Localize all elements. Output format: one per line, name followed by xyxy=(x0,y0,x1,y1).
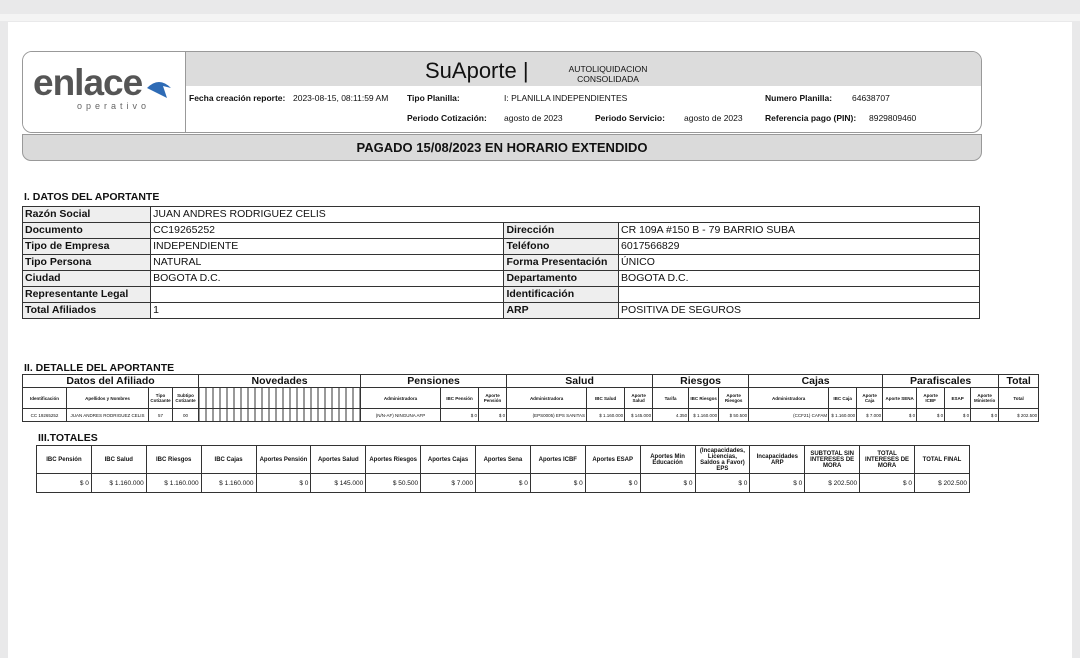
totales-value: $ 0 xyxy=(860,474,915,493)
fecha-value: 2023-08-15, 08:11:59 AM xyxy=(293,93,389,103)
aportante-label: Forma Presentación xyxy=(504,255,619,271)
logo-swoosh-icon xyxy=(145,74,175,100)
totales-value: $ 50.500 xyxy=(366,474,421,493)
detalle-cell: 4.350 xyxy=(653,409,689,422)
detalle-cell: $ 1.160.000 xyxy=(689,409,719,422)
top-edge xyxy=(0,14,1080,21)
aportante-value xyxy=(151,287,504,303)
detalle-header: ESAP xyxy=(945,388,971,409)
detalle-header: Administradora xyxy=(507,388,587,409)
detalle-header: Aporte SENA xyxy=(883,388,917,409)
tipo-value: I: PLANILLA INDEPENDIENTES xyxy=(504,93,628,103)
aportante-row xyxy=(23,207,980,223)
logo-text: enlace xyxy=(33,62,143,103)
detalle-header: IBC Pensión xyxy=(441,388,479,409)
group-cajas: Cajas xyxy=(749,375,883,388)
detalle-cell: (CCF21) CAFAM xyxy=(749,409,829,422)
aportante-label: Departamento xyxy=(504,271,619,287)
detalle-cell: $ 50.500 xyxy=(719,409,749,422)
totales-value: $ 202.500 xyxy=(805,474,860,493)
aportante-label: Ciudad xyxy=(23,271,151,287)
detalle-cell: $ 0 xyxy=(917,409,945,422)
totales-header: IBC Pensión xyxy=(37,446,92,474)
aportante-label: Representante Legal xyxy=(23,287,151,303)
doc-type: AUTOLIQUIDACION CONSOLIDADA xyxy=(568,64,648,84)
detalle-header: IBC Caja xyxy=(829,388,857,409)
totales-value: $ 202.500 xyxy=(915,474,970,493)
totales-value: $ 0 xyxy=(750,474,805,493)
group-novedades: Novedades xyxy=(199,375,361,388)
tipo-label: Tipo Planilla: xyxy=(407,93,460,103)
section-title-aportante: I. DATOS DEL APORTANTE xyxy=(24,191,160,203)
aportante-label: Identificación xyxy=(504,287,619,303)
aportante-row xyxy=(23,303,980,319)
totales-header: Incapacidades ARP xyxy=(750,446,805,474)
group-pensiones: Pensiones xyxy=(361,375,507,388)
totales-value: $ 1.160.000 xyxy=(91,474,146,493)
aportante-label: ARP xyxy=(504,303,619,319)
aportante-label: Razón Social xyxy=(23,207,151,223)
detalle-cell: $ 202.500 xyxy=(999,409,1039,422)
totales-value: $ 7.000 xyxy=(421,474,476,493)
novedades-cells xyxy=(199,409,361,422)
totales-header: Aportes ESAP xyxy=(585,446,640,474)
section-title-totales: III.TOTALES xyxy=(38,432,98,444)
ref-label: Referencia pago (PIN): xyxy=(765,113,857,123)
aportante-value: BOGOTA D.C. xyxy=(619,271,980,287)
detalle-header: Total xyxy=(999,388,1039,409)
detalle-cell: (EPS0005) EPS SANITAS xyxy=(507,409,587,422)
totales-header: Aportes Sena xyxy=(476,446,531,474)
totales-header: Aportes Riesgos xyxy=(366,446,421,474)
aportante-value: CR 109A #150 B - 79 BARRIO SUBA xyxy=(619,223,980,239)
detalle-cell: $ 0 xyxy=(479,409,507,422)
detalle-header: Apellidos y Nombres xyxy=(67,388,149,409)
totales-header: SUBTOTAL SIN INTERESES DE MORA xyxy=(805,446,860,474)
detalle-cell: $ 0 xyxy=(945,409,971,422)
detalle-header: IBC Salud xyxy=(587,388,625,409)
aportante-value: 1 xyxy=(151,303,504,319)
periodo-serv-value: agosto de 2023 xyxy=(684,113,743,123)
aportante-label: Tipo Persona xyxy=(23,255,151,271)
totales-value: $ 0 xyxy=(476,474,531,493)
aportante-value: 6017566829 xyxy=(619,239,980,255)
detalle-header: Tipo Cotizante xyxy=(149,388,173,409)
detalle-header: Aporte Riesgos xyxy=(719,388,749,409)
group-salud: Salud xyxy=(507,375,653,388)
aportante-row xyxy=(23,239,980,255)
detalle-header: Tarifa xyxy=(653,388,689,409)
group-datos-afiliado: Datos del Afiliado xyxy=(23,375,199,388)
detalle-header: Identificación xyxy=(23,388,67,409)
detalle-header: Aporte ICBF xyxy=(917,388,945,409)
aportante-row xyxy=(23,223,980,239)
aportante-value xyxy=(619,287,980,303)
detalle-header: Aporte Salud xyxy=(625,388,653,409)
totales-header: (Incapacidades, Licencias, Saldos a Favor) EPS xyxy=(695,446,750,474)
numero-value: 64638707 xyxy=(852,93,890,103)
detalle-cell: $ 0 xyxy=(441,409,479,422)
fecha-label: Fecha creación reporte: xyxy=(189,93,286,103)
aportante-label: Tipo de Empresa xyxy=(23,239,151,255)
aportante-value: POSITIVA DE SEGUROS xyxy=(619,303,980,319)
totales-header: Aportes Salud xyxy=(311,446,366,474)
aportante-label: Dirección xyxy=(504,223,619,239)
totales-value: $ 0 xyxy=(37,474,92,493)
detalle-table xyxy=(22,374,1039,422)
payment-status-banner: PAGADO 15/08/2023 EN HORARIO EXTENDIDO xyxy=(22,134,982,161)
totales-header: IBC Salud xyxy=(91,446,146,474)
detalle-header: Administradora xyxy=(361,388,441,409)
aportante-value: BOGOTA D.C. xyxy=(151,271,504,287)
totales-header: Aportes Pensión xyxy=(256,446,311,474)
detalle-header: Aporte Ministerio xyxy=(971,388,999,409)
detalle-cell: 57 xyxy=(149,409,173,422)
group-total: Total xyxy=(999,375,1039,388)
detalle-cell: CC 19265252 xyxy=(23,409,67,422)
detalle-cell: $ 7.000 xyxy=(857,409,883,422)
detalle-header: Administradora xyxy=(749,388,829,409)
totales-header: IBC Riesgos xyxy=(146,446,201,474)
report-header xyxy=(22,51,982,133)
totales-value: $ 0 xyxy=(695,474,750,493)
detalle-cell: $ 0 xyxy=(883,409,917,422)
detalle-header: Subtipo Cotizante xyxy=(173,388,199,409)
app-title: SuAporte | xyxy=(425,58,529,83)
detalle-cell: $ 1.160.000 xyxy=(587,409,625,422)
totales-value: $ 1.160.000 xyxy=(146,474,201,493)
totales-header: TOTAL INTERESES DE MORA xyxy=(860,446,915,474)
aportante-row xyxy=(23,271,980,287)
periodo-cot-value: agosto de 2023 xyxy=(504,113,563,123)
detalle-header: Aporte Caja xyxy=(857,388,883,409)
aportante-row xyxy=(23,287,980,303)
aportante-value: JUAN ANDRES RODRIGUEZ CELIS xyxy=(151,207,980,223)
totales-value: $ 0 xyxy=(256,474,311,493)
totales-value: $ 0 xyxy=(530,474,585,493)
detalle-header: Aporte Pensión xyxy=(479,388,507,409)
ref-value: 8929809460 xyxy=(869,113,917,123)
logo xyxy=(23,52,186,132)
detalle-header: IBC Riesgos xyxy=(689,388,719,409)
detalle-cell: $ 1.160.000 xyxy=(829,409,857,422)
aportante-label: Total Afiliados xyxy=(23,303,151,319)
totales-header: IBC Cajas xyxy=(201,446,256,474)
logo-subtitle: operativo xyxy=(77,101,151,111)
totales-header: TOTAL FINAL xyxy=(915,446,970,474)
aportante-row xyxy=(23,255,980,271)
section-title-detalle: II. DETALLE DEL APORTANTE xyxy=(24,362,175,374)
aportante-label: Documento xyxy=(23,223,151,239)
totales-table xyxy=(36,445,970,493)
aportante-label: Teléfono xyxy=(504,239,619,255)
detalle-cell: 00 xyxy=(173,409,199,422)
aportante-value: CC19265252 xyxy=(151,223,504,239)
totales-value: $ 1.160.000 xyxy=(201,474,256,493)
detalle-cell: JUAN ANDRES RODRIGUEZ CELIS xyxy=(67,409,149,422)
numero-label: Numero Planilla: xyxy=(765,93,833,103)
group-parafiscales: Parafiscales xyxy=(883,375,999,388)
group-riesgos: Riesgos xyxy=(653,375,749,388)
periodo-serv-label: Periodo Servicio: xyxy=(595,113,665,123)
detalle-cell: $ 0 xyxy=(971,409,999,422)
totales-header: Aportes Min Educación xyxy=(640,446,695,474)
detalle-cell: $ 145.000 xyxy=(625,409,653,422)
totales-header: Aportes ICBF xyxy=(530,446,585,474)
aportante-table xyxy=(22,206,980,319)
aportante-value: INDEPENDIENTE xyxy=(151,239,504,255)
totales-value: $ 0 xyxy=(640,474,695,493)
periodo-cot-label: Periodo Cotización: xyxy=(407,113,487,123)
detalle-cell: (N/N-AF) NINGUNA AFP xyxy=(361,409,441,422)
aportante-value: ÚNICO xyxy=(619,255,980,271)
totales-value: $ 0 xyxy=(585,474,640,493)
novedades-grid xyxy=(199,388,361,409)
aportante-value: NATURAL xyxy=(151,255,504,271)
totales-header: Aportes Cajas xyxy=(421,446,476,474)
totales-value: $ 145.000 xyxy=(311,474,366,493)
